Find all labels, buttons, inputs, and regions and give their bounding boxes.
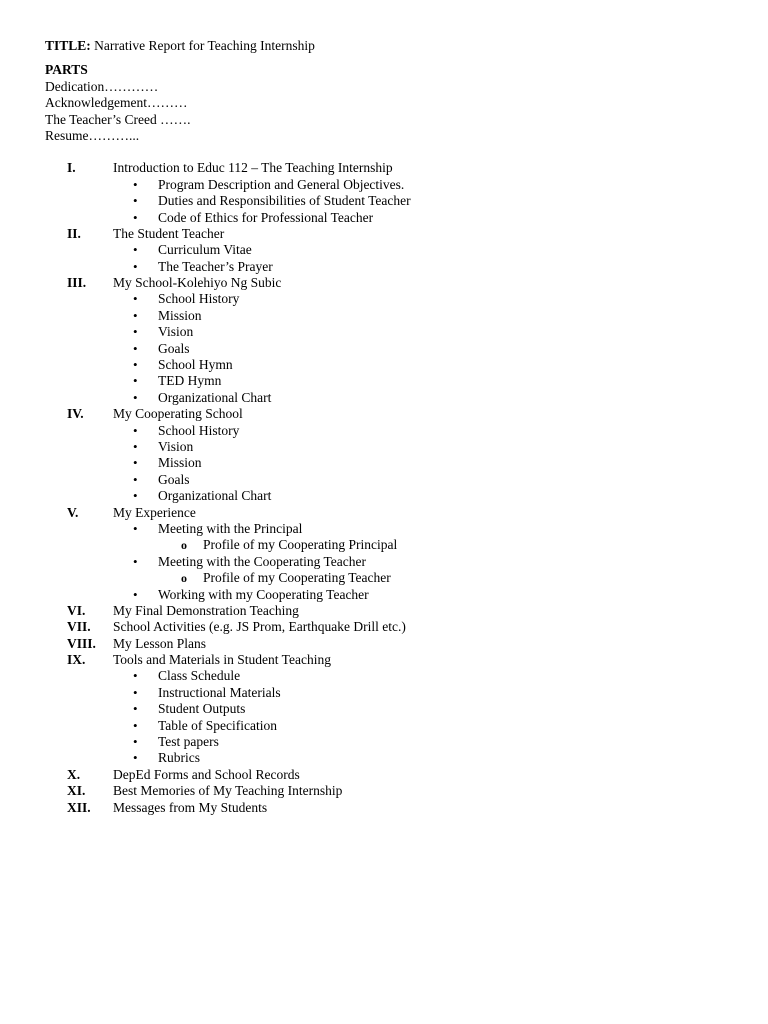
bullet-icon: •	[133, 242, 138, 258]
bullet-text: Test papers	[158, 734, 219, 750]
bullet-item	[45, 472, 745, 488]
bullet-item	[45, 291, 745, 307]
bullet-icon: •	[133, 750, 138, 766]
bullet-text: Curriculum Vitae	[158, 242, 252, 258]
sub-bullet-item	[45, 537, 745, 553]
outline-list	[45, 160, 745, 816]
parts-item: Dedication…………	[45, 78, 159, 94]
bullet-icon: •	[133, 684, 138, 700]
section-number: X.	[67, 766, 81, 782]
bullet-text: Meeting with the Cooperating Teacher	[158, 553, 366, 569]
bullet-text: Meeting with the Principal	[158, 520, 303, 536]
hollow-bullet-icon: o	[181, 571, 187, 586]
section-number: VIII.	[67, 635, 96, 651]
bullet-icon: •	[133, 438, 138, 454]
section-number: II.	[67, 225, 81, 241]
bullet-text: Student Outputs	[158, 701, 246, 717]
bullet-item	[45, 734, 745, 750]
section-number: IV.	[67, 406, 84, 422]
bullet-item	[45, 177, 745, 193]
bullet-text: Working with my Cooperating Teacher	[158, 586, 369, 602]
bullet-item	[45, 668, 745, 684]
bullet-icon: •	[133, 734, 138, 750]
bullet-item	[45, 750, 745, 766]
sub-bullet-item	[45, 570, 745, 586]
bullet-item	[45, 193, 745, 209]
bullet-item	[45, 455, 745, 471]
section-heading: My School-Kolehiyo Ng Subic	[113, 275, 282, 291]
bullet-text: Code of Ethics for Professional Teacher	[158, 209, 374, 225]
bullet-item	[45, 390, 745, 406]
bullet-icon: •	[133, 488, 138, 504]
bullet-icon: •	[133, 586, 138, 602]
bullet-icon: •	[133, 340, 138, 356]
bullet-icon: •	[133, 357, 138, 373]
section-number: VII.	[67, 619, 91, 635]
bullet-text: Mission	[158, 455, 202, 471]
section-number: III.	[67, 275, 87, 291]
bullet-icon: •	[133, 668, 138, 684]
bullet-text: Duties and Responsibilities of Student Teacher	[158, 193, 411, 209]
parts-item: Acknowledgement………	[45, 95, 188, 111]
bullet-item	[45, 685, 745, 701]
bullet-item	[45, 554, 745, 570]
bullet-icon: •	[133, 717, 138, 733]
bullet-text: Vision	[158, 324, 194, 340]
section-heading: My Lesson Plans	[113, 635, 207, 651]
bullet-item	[45, 242, 745, 258]
bullet-icon: •	[133, 455, 138, 471]
hollow-bullet-icon: o	[181, 538, 187, 553]
title-text: Narrative Report for Teaching Internship	[94, 38, 315, 53]
bullet-item	[45, 308, 745, 324]
bullet-icon: •	[133, 291, 138, 307]
bullet-item	[45, 701, 745, 717]
bullet-icon: •	[133, 193, 138, 209]
section-heading: DepEd Forms and School Records	[113, 766, 300, 782]
bullet-item	[45, 259, 745, 275]
parts-item: Resume………...	[45, 127, 140, 143]
outline-section	[45, 800, 745, 816]
bullet-icon: •	[133, 553, 138, 569]
bullet-item	[45, 488, 745, 504]
bullet-icon: •	[133, 520, 138, 536]
section-heading: Tools and Materials in Student Teaching	[113, 652, 331, 668]
bullet-item	[45, 210, 745, 226]
bullet-text: Vision	[158, 438, 194, 454]
bullet-item	[45, 324, 745, 340]
parts-item: The Teacher’s Creed …….	[45, 111, 191, 127]
outline-section	[45, 406, 745, 422]
bullet-text: School Hymn	[158, 357, 233, 373]
bullet-icon: •	[133, 324, 138, 340]
bullet-text: Goals	[158, 471, 190, 487]
bullet-item	[45, 521, 745, 537]
section-number: I.	[67, 160, 76, 176]
parts-list	[45, 62, 745, 144]
bullet-text: Class Schedule	[158, 668, 241, 684]
outline-section	[45, 160, 745, 176]
title-label: TITLE:	[45, 38, 91, 53]
bullet-text: Rubrics	[158, 750, 200, 766]
bullet-item	[45, 718, 745, 734]
bullet-text: Organizational Chart	[158, 389, 272, 405]
outline-section	[45, 652, 745, 668]
outline-section	[45, 275, 745, 291]
outline-section	[45, 505, 745, 521]
bullet-icon: •	[133, 176, 138, 192]
bullet-text: Organizational Chart	[158, 488, 272, 504]
section-heading: Best Memories of My Teaching Internship	[113, 783, 343, 799]
bullet-item	[45, 357, 745, 373]
section-heading: My Cooperating School	[113, 406, 243, 422]
section-heading: My Final Demonstration Teaching	[113, 602, 299, 618]
bullet-text: Program Description and General Objectives.	[158, 176, 405, 192]
bullet-text: Mission	[158, 307, 202, 323]
bullet-icon: •	[133, 389, 138, 405]
bullet-text: Goals	[158, 340, 190, 356]
outline-section	[45, 783, 745, 799]
parts-heading: PARTS	[45, 62, 88, 78]
section-number: IX.	[67, 652, 86, 668]
bullet-icon: •	[133, 422, 138, 438]
bullet-icon: •	[133, 307, 138, 323]
sub-bullet-text: Profile of my Cooperating Principal	[203, 537, 398, 553]
sub-bullet-text: Profile of my Cooperating Teacher	[203, 570, 391, 586]
bullet-text: Instructional Materials	[158, 684, 281, 700]
document-page	[45, 38, 745, 816]
outline-section	[45, 619, 745, 635]
title-line	[45, 38, 745, 54]
bullet-item	[45, 439, 745, 455]
outline-section	[45, 636, 745, 652]
section-number: V.	[67, 504, 79, 520]
outline-section	[45, 603, 745, 619]
bullet-item	[45, 587, 745, 603]
bullet-item	[45, 341, 745, 357]
bullet-icon: •	[133, 471, 138, 487]
bullet-icon: •	[133, 209, 138, 225]
section-heading: School Activities (e.g. JS Prom, Earthquake Drill etc.)	[113, 619, 406, 635]
section-heading: My Experience	[113, 504, 196, 520]
bullet-icon: •	[133, 701, 138, 717]
section-heading: Introduction to Educ 112 – The Teaching Internship	[113, 160, 393, 176]
section-heading: Messages from My Students	[113, 799, 268, 815]
bullet-item	[45, 423, 745, 439]
section-heading: The Student Teacher	[113, 225, 225, 241]
bullet-icon: •	[133, 373, 138, 389]
bullet-text: School History	[158, 291, 240, 307]
outline-section	[45, 767, 745, 783]
bullet-item	[45, 373, 745, 389]
section-number: XI.	[67, 783, 86, 799]
bullet-icon: •	[133, 258, 138, 274]
section-number: VI.	[67, 602, 86, 618]
bullet-text: The Teacher’s Prayer	[158, 258, 273, 274]
outline-section	[45, 226, 745, 242]
bullet-text: TED Hymn	[158, 373, 222, 389]
bullet-text: Table of Specification	[158, 717, 278, 733]
bullet-text: School History	[158, 422, 240, 438]
section-number: XII.	[67, 799, 91, 815]
